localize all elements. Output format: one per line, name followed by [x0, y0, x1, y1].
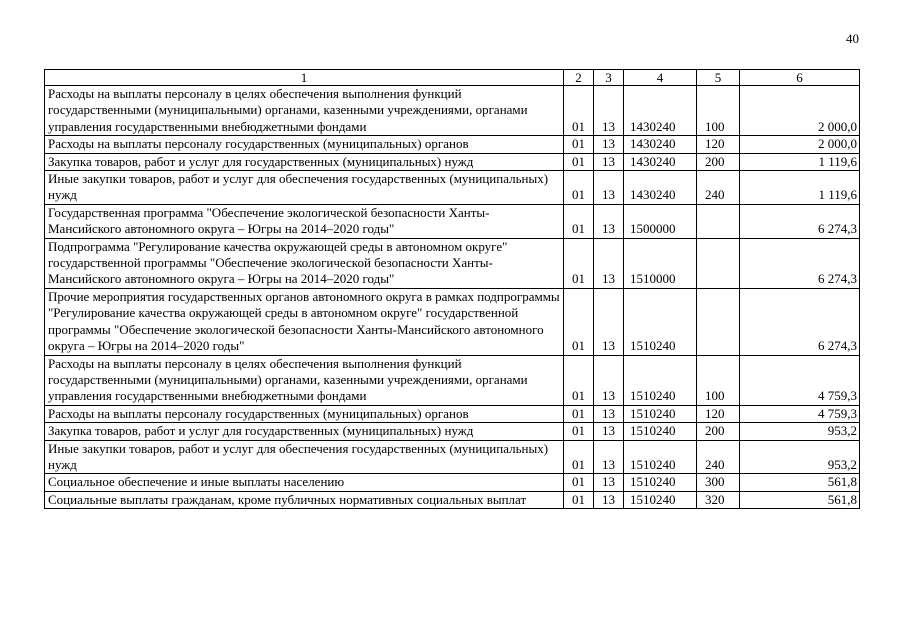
- row-amount: 2 000,0: [740, 136, 860, 153]
- row-section: 01: [564, 288, 594, 355]
- row-expense-type: 200: [697, 153, 740, 170]
- row-amount: 1 119,6: [740, 171, 860, 205]
- row-amount: 561,8: [740, 474, 860, 491]
- row-name: Расходы на выплаты персоналу государственных (муниципальных) органов: [45, 136, 564, 153]
- table-row: [45, 171, 860, 205]
- row-section: 01: [564, 238, 594, 288]
- row-target-article: 1510240: [624, 288, 697, 355]
- row-name: Закупка товаров, работ и услуг для государственных (муниципальных) нужд: [45, 423, 564, 440]
- table-row: [45, 153, 860, 170]
- row-subsection: 13: [594, 491, 624, 508]
- row-subsection: 13: [594, 474, 624, 491]
- row-amount: 6 274,3: [740, 238, 860, 288]
- column-header-expense-type: 5: [697, 70, 740, 86]
- row-target-article: 1510240: [624, 440, 697, 474]
- row-amount: 953,2: [740, 440, 860, 474]
- row-section: 01: [564, 153, 594, 170]
- row-expense-type: [697, 288, 740, 355]
- row-expense-type: 200: [697, 423, 740, 440]
- row-target-article: 1510240: [624, 355, 697, 405]
- row-name: Социальные выплаты гражданам, кроме публичных нормативных социальных выплат: [45, 491, 564, 508]
- column-header-name: 1: [45, 70, 564, 86]
- row-name: Закупка товаров, работ и услуг для государственных (муниципальных) нужд: [45, 153, 564, 170]
- column-header-target-article: 4: [624, 70, 697, 86]
- row-section: 01: [564, 440, 594, 474]
- row-subsection: 13: [594, 238, 624, 288]
- row-amount: 6 274,3: [740, 204, 860, 238]
- row-subsection: 13: [594, 288, 624, 355]
- row-target-article: 1510240: [624, 491, 697, 508]
- row-name: Иные закупки товаров, работ и услуг для обеспечения государственных (муниципальных) нужд: [45, 440, 564, 474]
- row-section: 01: [564, 171, 594, 205]
- row-amount: 2 000,0: [740, 86, 860, 136]
- header-row: [45, 70, 860, 86]
- table-row: [45, 474, 860, 491]
- table-row: [45, 405, 860, 422]
- table-row: [45, 204, 860, 238]
- table-row: [45, 440, 860, 474]
- row-amount: 953,2: [740, 423, 860, 440]
- row-subsection: 13: [594, 423, 624, 440]
- table-row: [45, 491, 860, 508]
- row-name: Расходы на выплаты персоналу государственных (муниципальных) органов: [45, 405, 564, 422]
- table-row: [45, 355, 860, 405]
- row-target-article: 1510000: [624, 238, 697, 288]
- row-expense-type: 120: [697, 405, 740, 422]
- row-amount: 6 274,3: [740, 288, 860, 355]
- row-amount: 4 759,3: [740, 405, 860, 422]
- row-section: 01: [564, 474, 594, 491]
- column-header-amount: 6: [740, 70, 860, 86]
- row-amount: 561,8: [740, 491, 860, 508]
- row-subsection: 13: [594, 171, 624, 205]
- row-section: 01: [564, 86, 594, 136]
- row-subsection: 13: [594, 440, 624, 474]
- row-expense-type: 320: [697, 491, 740, 508]
- row-amount: 4 759,3: [740, 355, 860, 405]
- table-row: [45, 423, 860, 440]
- row-target-article: 1510240: [624, 474, 697, 491]
- row-name: Прочие мероприятия государственных органов автономного округа в рамках подпрограммы "Регулирование качества окружающей среды в автономном округе" государственной программы "Обеспечение экологической безопасности Ханты-Мансийского автономного округа – Югры на 2014–2020 годы": [45, 288, 564, 355]
- row-subsection: 13: [594, 405, 624, 422]
- row-section: 01: [564, 405, 594, 422]
- row-target-article: 1500000: [624, 204, 697, 238]
- row-target-article: 1430240: [624, 86, 697, 136]
- row-name: Расходы на выплаты персоналу в целях обеспечения выполнения функций государственными (муниципальными) органами, казенными учреждениями, органами управления государственными внебюджетными фондами: [45, 355, 564, 405]
- row-target-article: 1510240: [624, 405, 697, 422]
- row-amount: 1 119,6: [740, 153, 860, 170]
- row-expense-type: [697, 238, 740, 288]
- row-expense-type: 100: [697, 86, 740, 136]
- row-subsection: 13: [594, 86, 624, 136]
- row-section: 01: [564, 423, 594, 440]
- row-target-article: 1430240: [624, 136, 697, 153]
- row-expense-type: 120: [697, 136, 740, 153]
- row-target-article: 1510240: [624, 423, 697, 440]
- row-expense-type: 240: [697, 171, 740, 205]
- table-row: [45, 86, 860, 136]
- row-subsection: 13: [594, 153, 624, 170]
- row-section: 01: [564, 355, 594, 405]
- budget-table: [44, 69, 860, 509]
- row-expense-type: 100: [697, 355, 740, 405]
- column-header-subsection: 3: [594, 70, 624, 86]
- row-expense-type: 240: [697, 440, 740, 474]
- row-section: 01: [564, 491, 594, 508]
- row-subsection: 13: [594, 136, 624, 153]
- row-name: Подпрограмма "Регулирование качества окружающей среды в автономном округе" государственной программы "Обеспечение экологической безопасности Ханты-Мансийского автономного округа – Югры на 2014–2020 годы": [45, 238, 564, 288]
- row-name: Расходы на выплаты персоналу в целях обеспечения выполнения функций государственными (муниципальными) органами, казенными учреждениями, органами управления государственными внебюджетными фондами: [45, 86, 564, 136]
- row-expense-type: 300: [697, 474, 740, 491]
- table-row: [45, 136, 860, 153]
- row-subsection: 13: [594, 355, 624, 405]
- row-target-article: 1430240: [624, 171, 697, 205]
- row-target-article: 1430240: [624, 153, 697, 170]
- table-row: [45, 288, 860, 355]
- row-subsection: 13: [594, 204, 624, 238]
- table-row: [45, 238, 860, 288]
- row-section: 01: [564, 204, 594, 238]
- column-header-section: 2: [564, 70, 594, 86]
- row-name: Социальное обеспечение и иные выплаты населению: [45, 474, 564, 491]
- row-name: Государственная программа "Обеспечение экологической безопасности Ханты-Мансийского автономного округа – Югры на 2014–2020 годы": [45, 204, 564, 238]
- row-name: Иные закупки товаров, работ и услуг для обеспечения государственных (муниципальных) нужд: [45, 171, 564, 205]
- page-number: 40: [846, 31, 859, 46]
- row-expense-type: [697, 204, 740, 238]
- row-section: 01: [564, 136, 594, 153]
